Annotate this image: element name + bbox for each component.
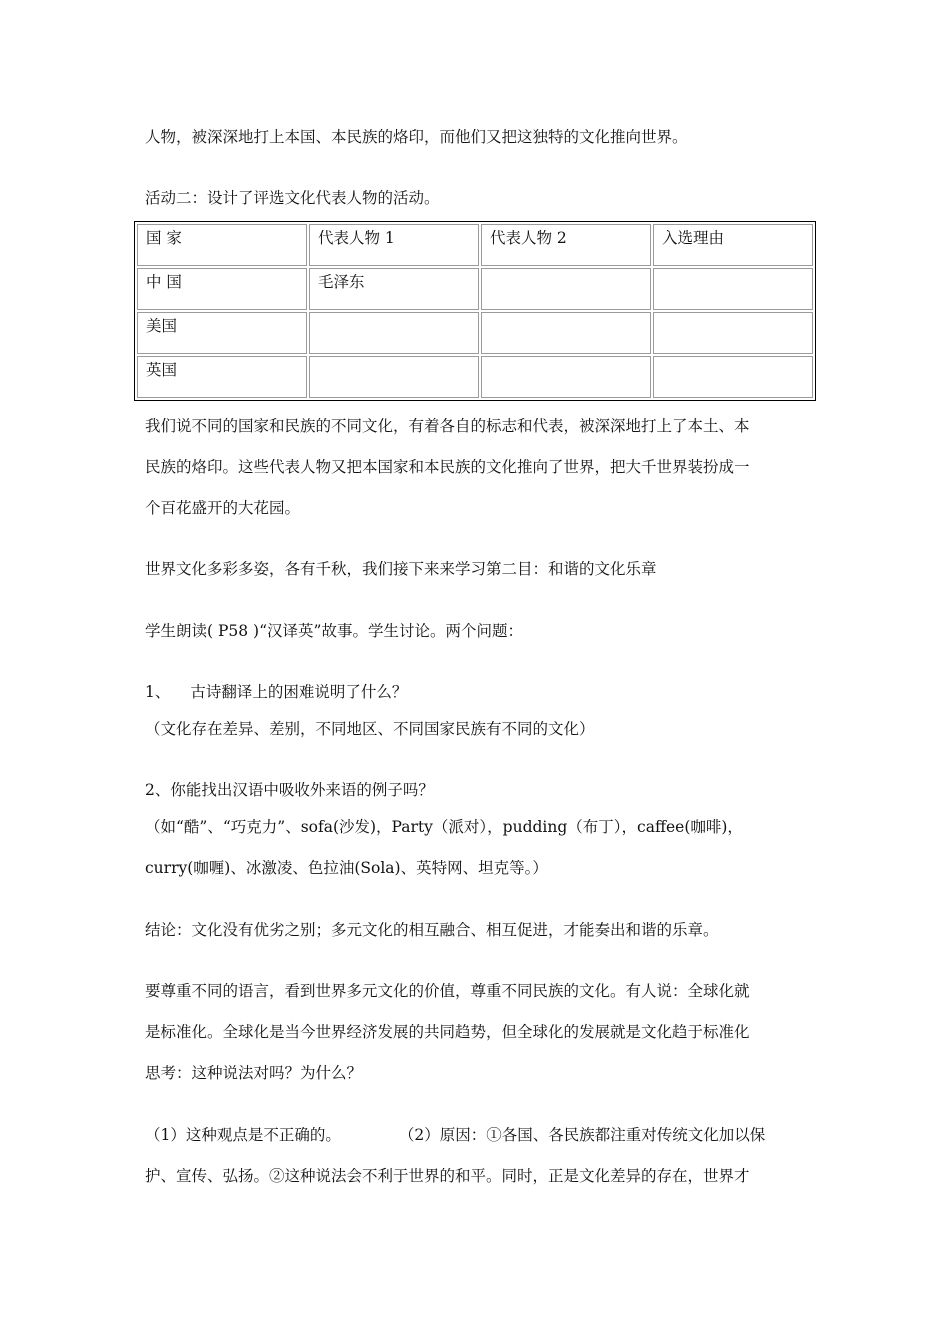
cell-country: 英国 — [137, 356, 307, 398]
table-row — [137, 356, 813, 398]
question-1-text: 古诗翻译上的困难说明了什么？ — [190, 683, 408, 701]
cell-country: 中 国 — [137, 268, 307, 310]
cell-figure-2 — [481, 268, 651, 310]
header-figure-2: 代表人物 2 — [481, 224, 651, 266]
cell-figure-2 — [481, 356, 651, 398]
answer-1: （文化存在差异、差别，不同地区、不同国家民族有不同的文化） — [145, 720, 595, 738]
cell-figure-2 — [481, 312, 651, 354]
cell-figure-1 — [309, 312, 479, 354]
header-reason: 入选理由 — [653, 224, 813, 266]
paragraph-globalization-1: 要尊重不同的语言，看到世界多元文化的价值，尊重不同民族的文化。有人说：全球化就 — [145, 982, 750, 1000]
paragraph-reading-task: 学生朗读( P58 )“汉译英”故事。学生讨论。两个问题： — [145, 622, 523, 640]
cell-reason — [653, 268, 813, 310]
paragraph-answer-2: 护、宣传、弘扬。②这种说法会不利于世界的和平。同时，正是文化差异的存在，世界才 — [145, 1167, 750, 1185]
header-figure-1: 代表人物 1 — [309, 224, 479, 266]
conclusion: 结论：文化没有优劣之别；多元文化的相互融合、相互促进，才能奏出和谐的乐章。 — [145, 921, 719, 939]
answer-point-1: （1）这种观点是不正确的。 — [145, 1126, 341, 1144]
answer-2-line-1: （如“酷”、“巧克力”、sofa(沙发)，Party（派对），pudding（布丁），caffee(咖啡)， — [145, 818, 743, 836]
cell-country: 美国 — [137, 312, 307, 354]
paragraph-world-culture: 世界文化多彩多姿，各有千秋，我们接下来来学习第二目：和谐的文化乐章 — [145, 560, 657, 578]
table-row — [137, 268, 813, 310]
table-header-row — [137, 224, 813, 266]
cell-figure-1: 毛泽东 — [309, 268, 479, 310]
cell-figure-1 — [309, 356, 479, 398]
header-country: 国 家 — [137, 224, 307, 266]
cell-reason — [653, 356, 813, 398]
answer-2-line-2: curry(咖喱)、冰激凌、色拉油(Sola)、英特网、坦克等。） — [145, 859, 548, 877]
table-row — [137, 312, 813, 354]
activity-two-heading: 活动二：设计了评选文化代表人物的活动。 — [145, 189, 440, 207]
cultural-figures-table — [134, 221, 816, 401]
paragraph-intro: 人物，被深深地打上本国、本民族的烙印，而他们又把这独特的文化推向世界。 — [145, 128, 688, 146]
paragraph-answer-1 — [145, 1124, 825, 1146]
question-1 — [145, 681, 825, 703]
paragraph-culture-symbols-2: 民族的烙印。这些代表人物又把本国家和本民族的文化推向了世界，把大千世界装扮成一 — [145, 458, 750, 476]
question-2: 2、你能找出汉语中吸收外来语的例子吗？ — [145, 781, 434, 799]
question-1-number: 1、 — [145, 683, 171, 701]
paragraph-culture-symbols-3: 个百花盛开的大花园。 — [145, 499, 301, 517]
cell-reason — [653, 312, 813, 354]
paragraph-globalization-3: 思考：这种说法对吗？为什么？ — [145, 1064, 363, 1082]
paragraph-globalization-2: 是标准化。全球化是当今世界经济发展的共同趋势，但全球化的发展就是文化趋于标准化 — [145, 1023, 750, 1041]
answer-point-2: （2）原因：①各国、各民族都注重对传统文化加以保 — [398, 1126, 766, 1144]
paragraph-culture-symbols-1: 我们说不同的国家和民族的不同文化，有着各自的标志和代表，被深深地打上了本土、本 — [145, 417, 750, 435]
